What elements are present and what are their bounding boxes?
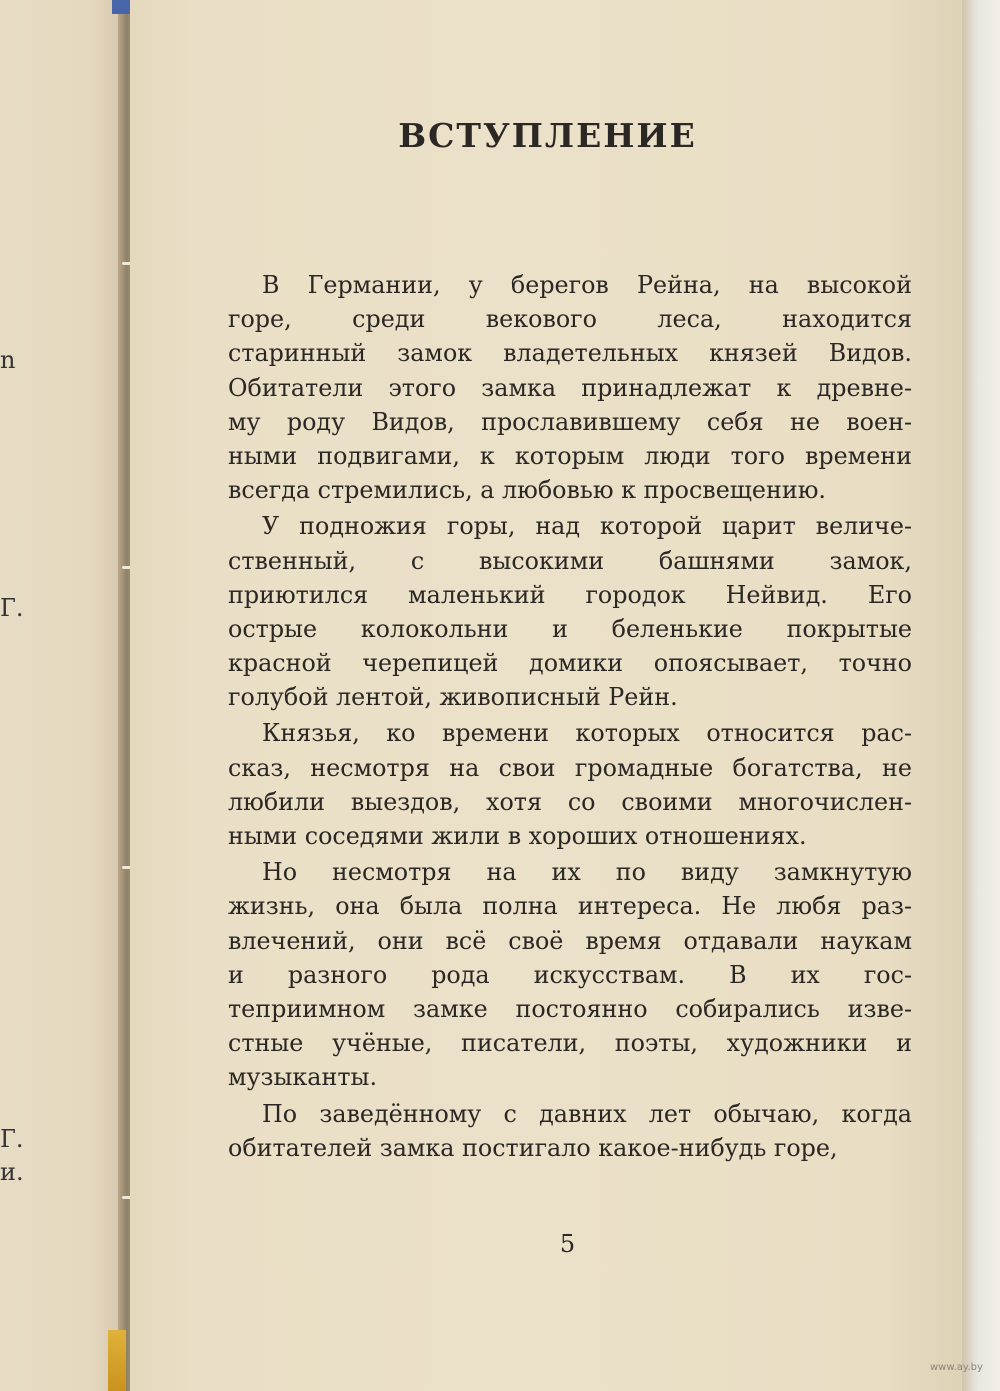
text-line: ственный, с высокими башнями замок, bbox=[228, 546, 912, 575]
left-page-fragment: Г. bbox=[0, 594, 24, 622]
left-page bbox=[0, 0, 128, 1391]
paragraph bbox=[228, 509, 912, 714]
cover-edge-yellow bbox=[108, 1330, 126, 1391]
background-surface bbox=[962, 0, 1000, 1391]
page-number: 5 bbox=[559, 1230, 576, 1258]
text-line: У подножия горы, над которой царит величе- bbox=[262, 512, 912, 541]
left-page-fragment: Г. bbox=[0, 1125, 24, 1153]
text-line: музыканты. bbox=[228, 1063, 378, 1092]
text-line: острые колокольни и беленькие покрытые bbox=[228, 614, 912, 643]
left-page-fragment: и. bbox=[0, 1158, 24, 1186]
paragraph bbox=[228, 855, 912, 1094]
text-line: голубой лентой, живописный Рейн. bbox=[228, 683, 678, 712]
text-line: приютился маленький городок Нейвид. Его bbox=[228, 580, 912, 609]
left-page-fragment: n bbox=[0, 346, 16, 374]
text-line: Князья, ко времени которых относится рас- bbox=[262, 719, 912, 748]
text-line: ными соседями жили в хороших отношениях. bbox=[228, 822, 807, 850]
watermark: www.ay.by bbox=[930, 1362, 983, 1373]
text-line: и разного рода искусствам. В их гос- bbox=[228, 960, 912, 989]
paragraph bbox=[228, 1097, 912, 1165]
text-line: теприимном замке постоянно собирались изве- bbox=[228, 994, 912, 1023]
text-line: Но несмотря на их по виду замкнутую bbox=[262, 858, 912, 887]
text-line: любили выездов, хотя со своими многочислен- bbox=[228, 787, 912, 816]
text-line: По заведённому с давних лет обычаю, когда bbox=[262, 1099, 912, 1128]
paragraph bbox=[228, 716, 912, 853]
text-line: старинный замок владетельных князей Видов. bbox=[228, 339, 912, 368]
text-line: жизнь, она была полна интереса. Не любя раз- bbox=[228, 892, 912, 921]
text-line: В Германии, у берегов Рейна, на высокой bbox=[262, 271, 912, 299]
body-text bbox=[228, 268, 912, 1167]
text-line: му роду Видов, прославившему себя не воен- bbox=[228, 407, 912, 436]
text-line: горе, среди векового леса, находится bbox=[228, 305, 912, 334]
text-line: стные учёные, писатели, поэты, художники и bbox=[228, 1029, 912, 1058]
paragraph bbox=[228, 268, 912, 507]
text-line: обитателей замка постигало какое-нибудь горе, bbox=[228, 1133, 838, 1162]
text-line: Обитатели этого замка принадлежат к древне- bbox=[228, 373, 912, 402]
text-line: красной черепицей домики опоясывает, точно bbox=[228, 649, 912, 678]
text-line: влечений, они всё своё время отдавали наукам bbox=[228, 926, 912, 955]
text-line: сказ, несмотря на свои громадные богатства, не bbox=[228, 753, 912, 782]
chapter-title: ВСТУПЛЕНИЕ bbox=[398, 116, 697, 155]
text-line: всегда стремились, а любовью к просвещению. bbox=[228, 476, 827, 505]
text-line: ными подвигами, к которым люди того времени bbox=[228, 441, 912, 470]
